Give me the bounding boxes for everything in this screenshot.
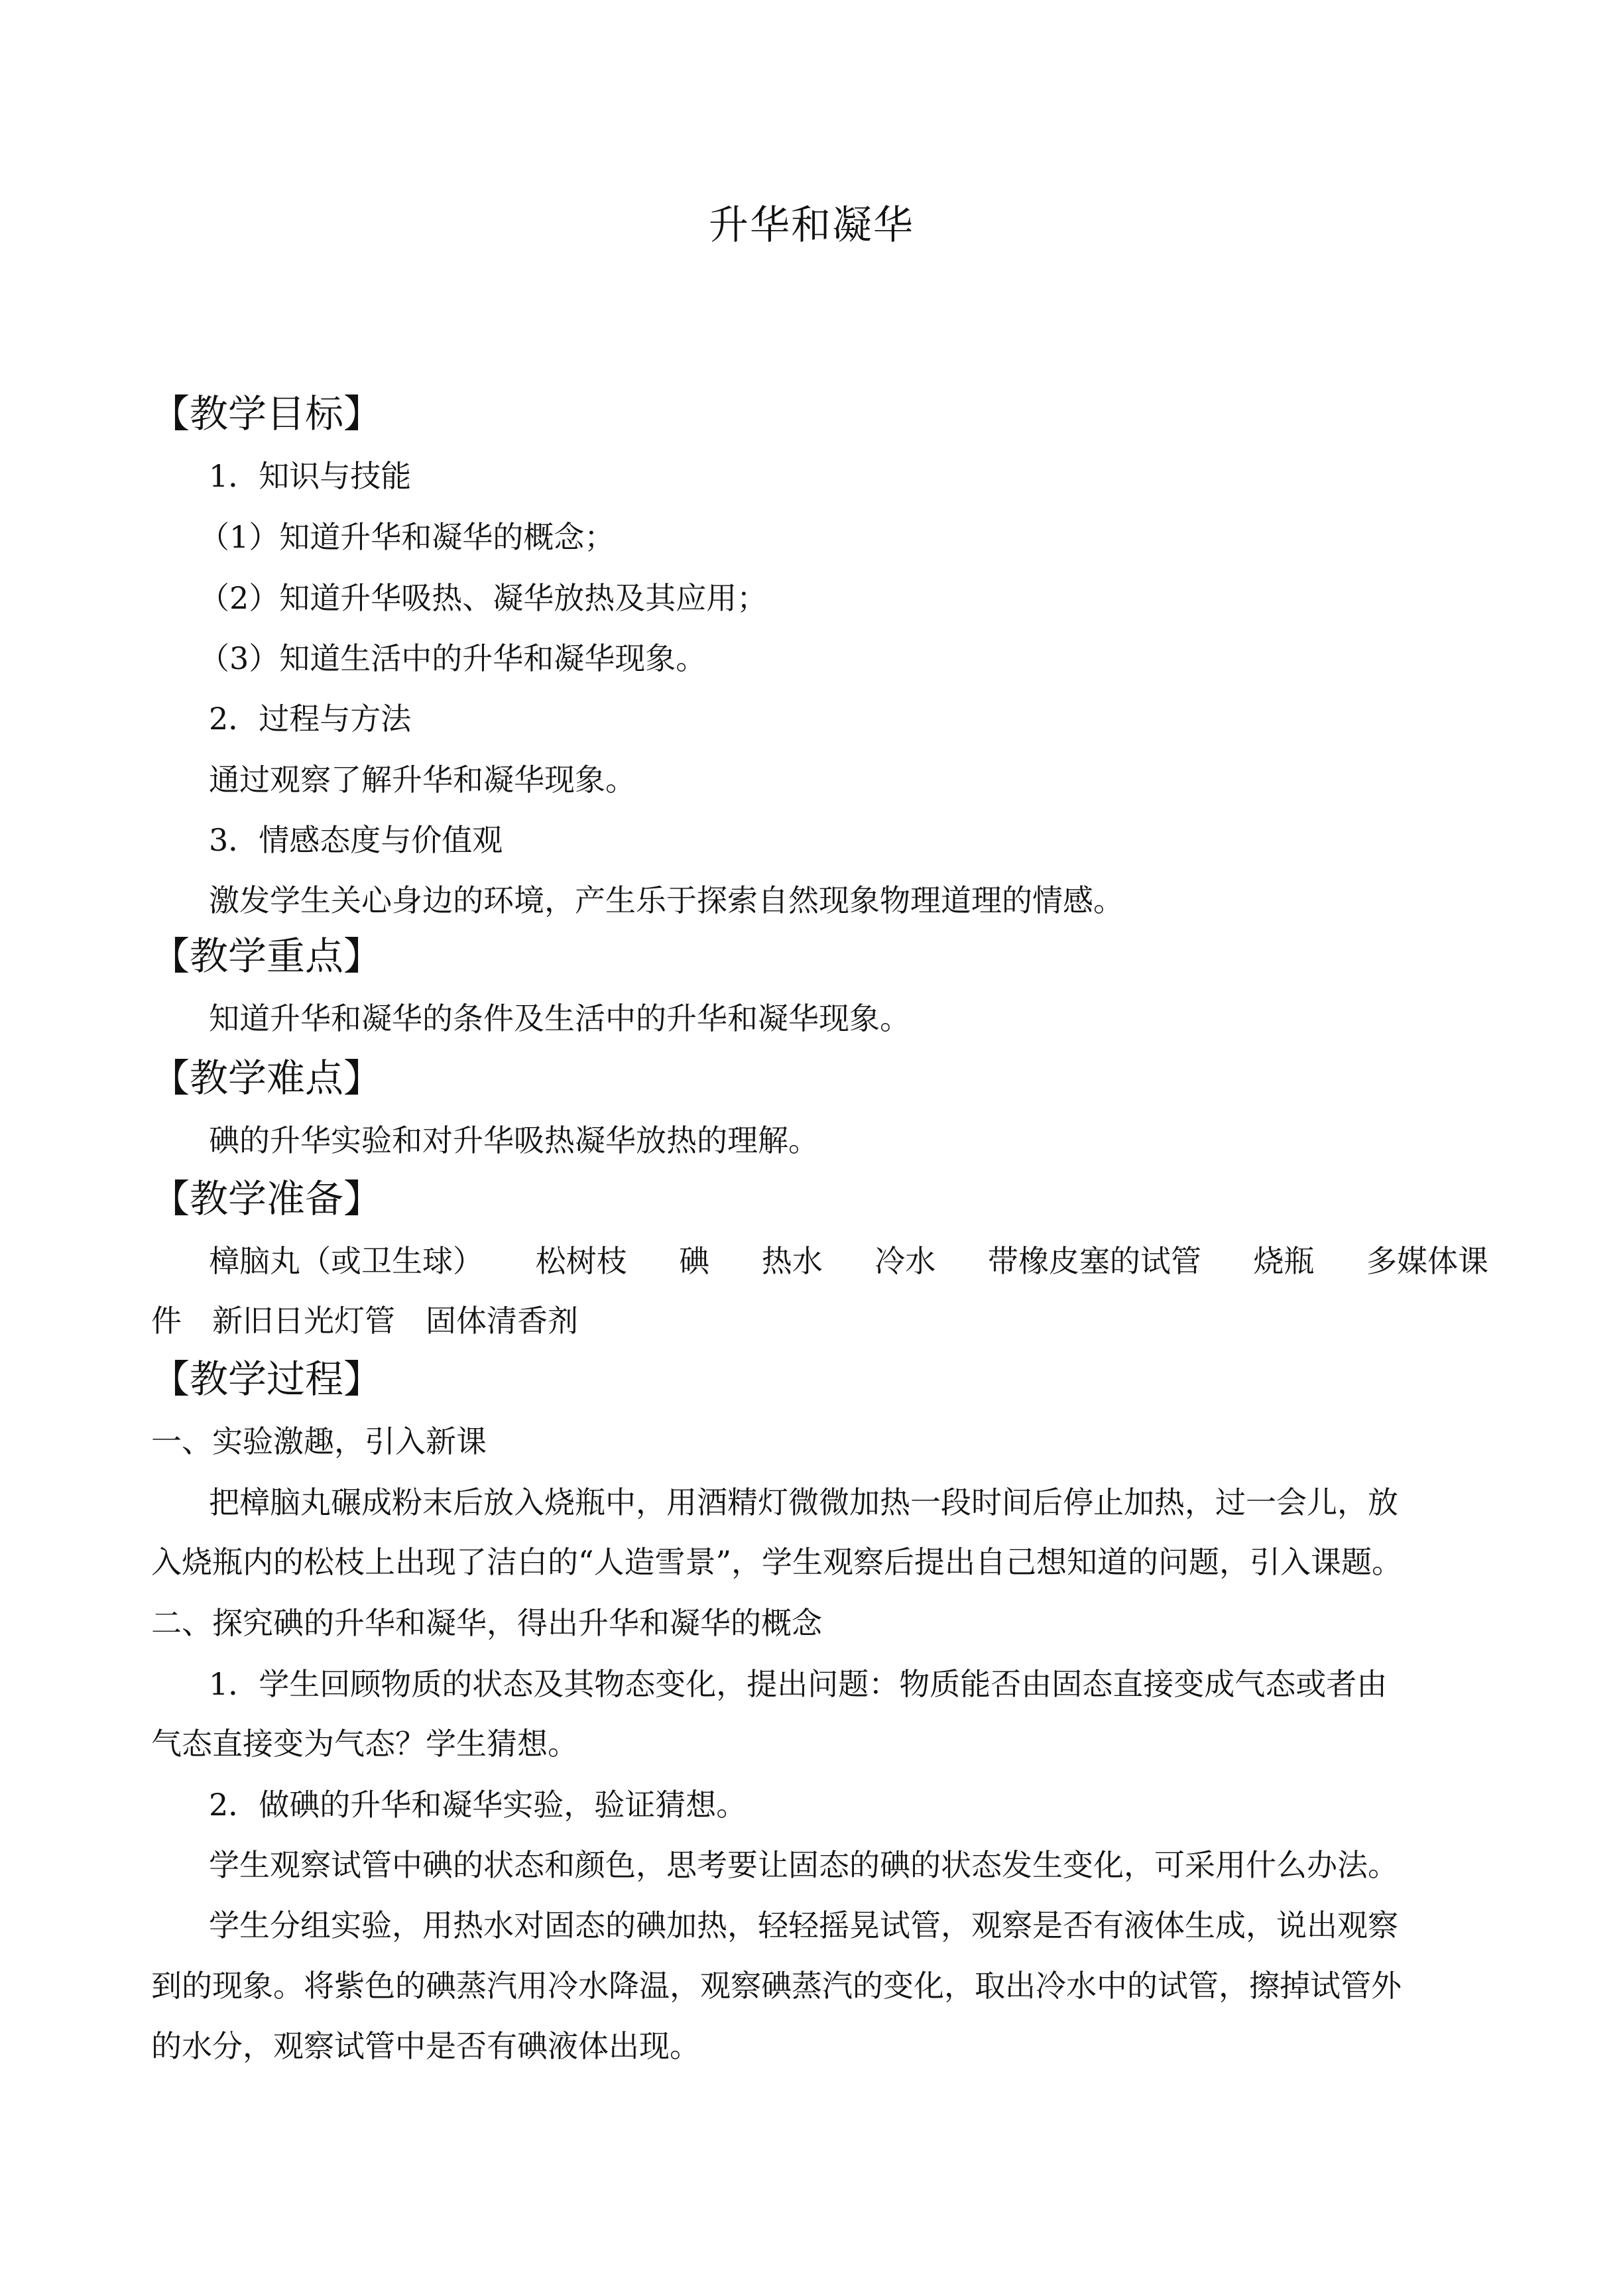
goal-item1-point1: （1）知道升华和凝华的概念；	[199, 519, 615, 555]
difficulties-text: 碘的升华实验和对升华吸热凝华放热的理解。	[209, 1122, 819, 1158]
section-heading-preparation: 【教学准备】	[151, 1176, 383, 1221]
goal-item1-point3: （3）知道生活中的升华和凝华现象。	[199, 640, 707, 676]
prep-item: 多媒体课	[1366, 1243, 1488, 1279]
process-part2-title: 二、探究碘的升华和凝华，得出升华和凝华的概念	[151, 1605, 822, 1641]
prep-item: 烧瓶	[1253, 1243, 1315, 1279]
key-points-text: 知道升华和凝华的条件及生活中的升华和凝华现象。	[209, 1000, 910, 1036]
process-step2-line3: 学生分组实验，用热水对固态的碘加热，轻轻摇晃试管，观察是否有液体生成，说出观察	[209, 1907, 1398, 1943]
process-step2-line4: 到的现象。将紫色的碘蒸汽用冷水降温，观察碘蒸汽的变化，取出冷水中的试管，擦掉试管外	[151, 1968, 1402, 2004]
preparation-items-line2: 件 新旧日光灯管 固体清香剂	[151, 1303, 578, 1339]
prep-item: 带橡皮塞的试管	[987, 1243, 1201, 1279]
process-step2-line2: 学生观察试管中碘的状态和颜色，思考要让固态的碘的状态发生变化，可采用什么办法。	[209, 1847, 1398, 1883]
section-heading-goals: 【教学目标】	[151, 391, 383, 436]
section-heading-process: 【教学过程】	[151, 1357, 383, 1402]
section-heading-difficulties: 【教学难点】	[151, 1056, 383, 1101]
goal-item2-text: 通过观察了解升华和凝华现象。	[209, 762, 636, 798]
goal-item3-title: 3．情感态度与价值观	[209, 822, 503, 858]
process-part1-line1: 把樟脑丸碾成粉末后放入烧瓶中，用酒精灯微微加热一段时间后停止加热，过一会儿，放	[209, 1484, 1398, 1520]
prep-item: 冷水	[874, 1243, 936, 1279]
goal-item1-point2: （2）知道升华吸热、凝华放热及其应用；	[199, 580, 768, 616]
goal-item1-title: 1．知识与技能	[209, 458, 412, 494]
prep-item: 樟脑丸（或卫生球）	[209, 1243, 483, 1279]
prep-item: 热水	[761, 1243, 823, 1279]
process-step1-line2: 气态直接变为气态？学生猜想。	[151, 1726, 578, 1762]
goal-item2-title: 2．过程与方法	[209, 701, 412, 737]
process-part1-title: 一、实验激趣，引入新课	[151, 1423, 487, 1459]
prep-item: 松树枝	[535, 1243, 627, 1279]
goal-item3-text: 激发学生关心身边的环境，产生乐于探索自然现象物理道理的情感。	[209, 882, 1124, 918]
section-heading-key-points: 【教学重点】	[151, 934, 383, 979]
page-title: 升华和凝华	[709, 202, 914, 249]
prep-item: 碘	[679, 1243, 710, 1279]
preparation-items-line1	[209, 1241, 1488, 1281]
process-step1-line1: 1．学生回顾物质的状态及其物态变化，提出问题：物质能否由固态直接变成气态或者由	[209, 1666, 1388, 1702]
process-step2-line5: 的水分，观察试管中是否有碘液体出现。	[151, 2028, 700, 2064]
process-part1-line2: 入烧瓶内的松枝上出现了洁白的“人造雪景”，学生观察后提出自己想知道的问题，引入课题。	[151, 1544, 1403, 1580]
process-step2-line1: 2．做碘的升华和凝华实验，验证猜想。	[209, 1787, 747, 1823]
